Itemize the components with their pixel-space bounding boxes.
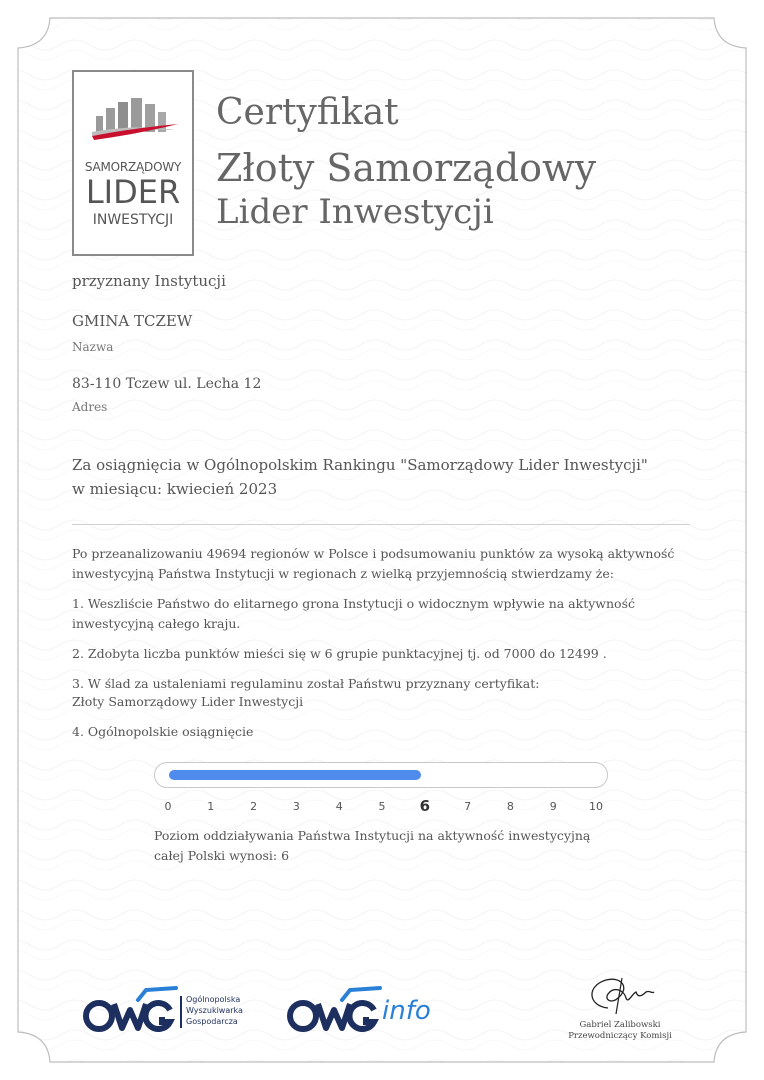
scale-tick: 4 (335, 800, 343, 813)
achievement-scale-bar (154, 762, 608, 788)
owg-text-1: Ogólnopolska (186, 995, 241, 1004)
signature-icon (578, 968, 658, 1018)
paragraph-3: 2. Zdobyta liczba punktów mieści się w 6 grupie punktacyjnej tj. od 7000 do 12499 . (72, 646, 607, 661)
logo-line2: LIDER (85, 173, 181, 211)
owg-info-mark-icon (284, 986, 384, 1032)
scale-tick: 6 (419, 797, 431, 815)
achievement-line2: w miesiącu: kwiecień 2023 (72, 480, 278, 498)
paragraph-4-line1: 3. W ślad za ustaleniami regulaminu został Państwu przyznany certyfikat: (72, 676, 540, 691)
recipient-name-label: Nazwa (72, 340, 114, 354)
owg-logo (80, 986, 260, 1036)
scale-caption-line2: całej Polski wynosi: 6 (154, 848, 290, 863)
achievement-scale-fill (169, 770, 421, 780)
scale-tick: 2 (250, 800, 258, 813)
signer-role: Przewodniczący Komisji (568, 1031, 672, 1041)
owg-mark-icon (80, 986, 180, 1032)
scale-tick: 1 (207, 800, 215, 813)
scale-tick: 10 (589, 800, 603, 813)
scale-tick: 9 (549, 800, 557, 813)
paragraph-2-line2: inwestycyjną całego kraju. (72, 616, 241, 631)
owg-text-3: Gospodarcza (186, 1017, 238, 1026)
scale-tick: 7 (464, 800, 472, 813)
signer-name: Gabriel Zalibowski (579, 1020, 661, 1030)
paragraph-1-line1: Po przeanalizowaniu 49694 regionów w Polsce i podsumowaniu punktów za wysoką aktywność (72, 546, 675, 561)
award-title-line1: Złoty Samorządowy (216, 146, 597, 190)
award-title-line2: Lider Inwestycji (216, 192, 494, 232)
owg-text-2: Wyszukiwarka (186, 1006, 243, 1015)
owg-separator (180, 996, 182, 1028)
scale-tick: 3 (292, 800, 300, 813)
logo-line1: SAMORZĄDOWY (84, 160, 182, 174)
recipient-intro: przyznany Instytucji (72, 272, 226, 290)
recipient-address-label: Adres (72, 400, 108, 414)
recipient-address: 83-110 Tczew ul. Lecha 12 (72, 376, 262, 392)
lider-logo (72, 70, 194, 256)
scale-tick: 0 (164, 800, 172, 813)
owg-info-logo (284, 986, 444, 1036)
buildings-icon (88, 94, 180, 144)
recipient-name: GMINA TCZEW (72, 312, 193, 330)
achievement-line1: Za osiągnięcia w Ogólnopolskim Rankingu "Samorządowy Lider Inwestycji" (72, 456, 648, 474)
paragraph-2-line1: 1. Weszliście Państwo do elitarnego grona Instytucji o widocznym wpływie na aktywność (72, 596, 635, 611)
logo-line3: INWESTYCJI (92, 212, 174, 228)
scale-tick: 8 (506, 800, 514, 813)
divider (72, 524, 690, 525)
owg-info-text: info (382, 996, 431, 1026)
scale-tick: 5 (378, 800, 386, 813)
paragraph-4-line2: Złoty Samorządowy Lider Inwestycji (72, 694, 304, 709)
paragraph-5: 4. Ogólnopolskie osiągnięcie (72, 724, 254, 739)
paragraph-1-line2: inwestycyjną Państwa Instytucji w regionach z wielką przyjemnością stwierdzamy że: (72, 566, 614, 581)
scale-caption-line1: Poziom oddziaływania Państwa Instytucji na aktywność inwestycyjną (154, 828, 591, 843)
certificate-title: Certyfikat (216, 92, 399, 133)
